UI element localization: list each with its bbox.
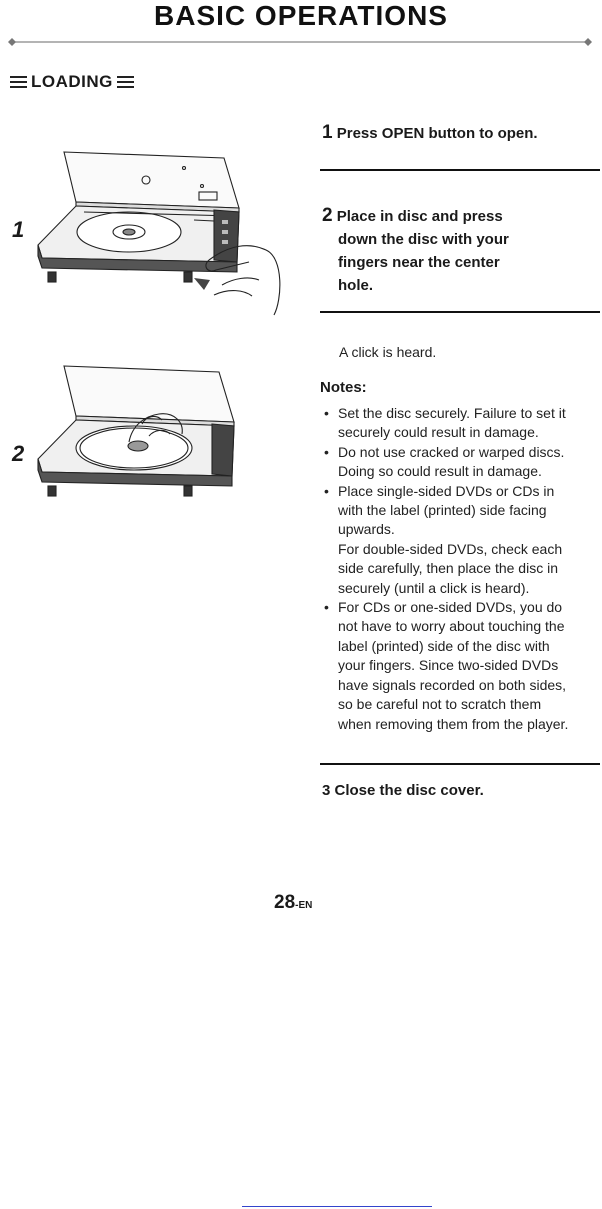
- step-text: Press OPEN button to open.: [336, 125, 538, 142]
- page-number-value: 28: [274, 892, 296, 913]
- player-lid-open-illustration: [34, 150, 284, 320]
- menu-lines-icon: [10, 76, 27, 88]
- divider: [320, 763, 600, 765]
- step-line: Place in disc and press: [336, 208, 503, 225]
- note-text: For CDs or one-sided DVDs, you do not have to worry about touching the label (printed) side of the disc with your fingers. Since two-sided DVDs have signals recorded on both sides, so be careful not to scratch them when removing them from the player.: [338, 599, 569, 732]
- step-line: down the disc with your: [338, 231, 509, 248]
- notes-heading: Notes:: [320, 379, 367, 396]
- step-3: [322, 779, 484, 802]
- step-line: fingers near the center: [338, 254, 500, 271]
- disc-placement-illustration: [34, 364, 244, 509]
- bullet-icon: •: [324, 405, 329, 421]
- page-title: BASIC OPERATIONS: [154, 0, 448, 31]
- figure-label-1: 1: [12, 217, 25, 242]
- step-2: [322, 204, 509, 297]
- list-item: [320, 598, 602, 734]
- footer-link-underline: [242, 1206, 432, 1207]
- step-text: Close the disc cover.: [334, 782, 484, 799]
- list-item: [320, 404, 602, 443]
- figure-label-2: 2: [12, 441, 25, 466]
- bullet-icon: •: [324, 443, 329, 460]
- notes-list: [320, 404, 602, 734]
- note-text: Set the disc securely. Failure to set it securely could result in damage.: [338, 405, 566, 441]
- step-number: 1: [322, 122, 333, 143]
- page-number-suffix: -EN: [295, 900, 313, 911]
- step-line: hole.: [338, 277, 374, 294]
- menu-lines-icon: [117, 76, 134, 88]
- section-heading: [10, 72, 134, 92]
- note-text: Place single-sided DVDs or CDs in with the label (printed) side facing upwards. For double-sided DVDs, check each side carefully, then place the disc in securely (until a click is heard).: [338, 482, 563, 596]
- section-title: LOADING: [31, 72, 113, 91]
- step-number: 3: [322, 782, 331, 799]
- note-text: Do not use cracked or warped discs. Doing so could result in damage.: [338, 443, 565, 480]
- divider: [320, 169, 600, 171]
- list-item: [320, 443, 602, 482]
- step-number: 2: [322, 205, 333, 226]
- list-item: [320, 482, 602, 598]
- step-1: [322, 121, 538, 145]
- header-divider: [8, 38, 592, 46]
- divider: [320, 311, 600, 313]
- click-note: A click is heard.: [339, 344, 437, 360]
- bullet-icon: •: [324, 482, 329, 499]
- bullet-icon: •: [324, 599, 329, 616]
- page-number: [274, 892, 312, 914]
